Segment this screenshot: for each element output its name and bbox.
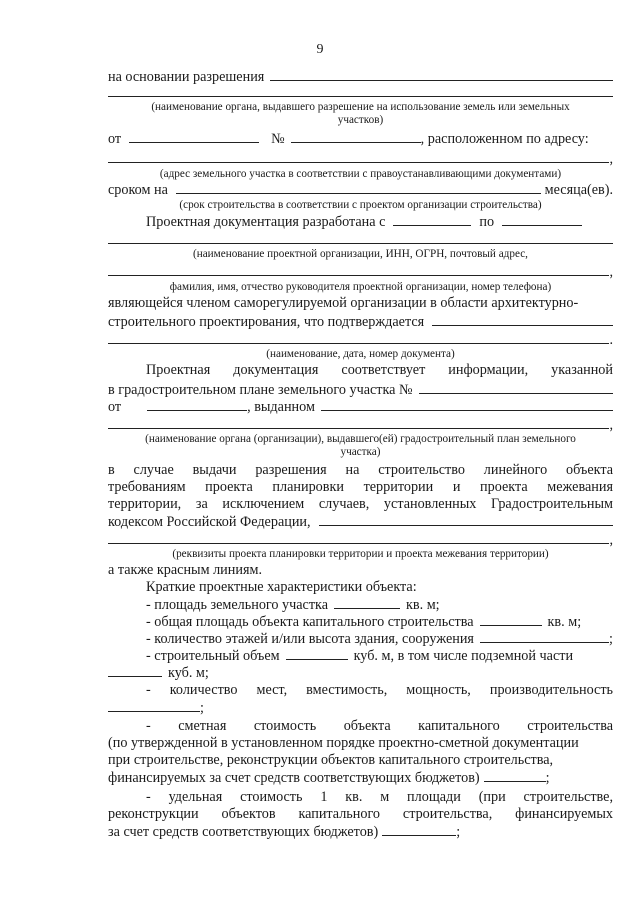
gpzu-number-label: в градостроительном плане земельного участка № (108, 382, 413, 398)
address-blank[interactable] (108, 150, 609, 163)
caption-gpzu-authority-cont: участка) (340, 446, 381, 458)
estimated-cost-text-3: при строительстве, реконструкции объектов капитального строительства, (108, 752, 554, 768)
sro-doc-line (108, 331, 613, 349)
volume-unit: куб. м, в том числе подземной части (353, 648, 574, 664)
planning-details-comma: , (609, 532, 613, 548)
caption-design-org-head: фамилия, имя, отчество руководителя проектной организации, номер телефона) (169, 281, 552, 293)
total-area-unit: кв. м; (547, 614, 582, 630)
total-area-label: - общая площадь объекта капитального строительства (146, 614, 474, 630)
underground-volume-line (108, 664, 613, 682)
permit-basis-line (108, 68, 613, 86)
estimated-cost-text-2: (по утвержденной в установленном порядке проектно-сметной документации (108, 735, 579, 751)
total-area-blank[interactable] (480, 613, 542, 626)
permit-basis-blank-2[interactable] (108, 96, 613, 97)
unit-cost-line-3 (108, 823, 613, 841)
land-area-blank[interactable] (334, 596, 400, 609)
capacity-value-line (108, 699, 613, 717)
capacity-semicolon: ; (200, 700, 204, 716)
estimated-cost-semicolon: ; (545, 770, 550, 786)
floors-blank[interactable] (480, 630, 609, 643)
term-label: сроком на (108, 182, 168, 198)
sro-confirm-line (108, 313, 613, 331)
linear-object-text-1: в случае выдачи разрешения на строительство линейного объекта (108, 462, 613, 478)
planning-project-blank[interactable] (319, 513, 613, 526)
gpzu-authority-blank[interactable] (108, 416, 609, 429)
caption-design-org: (наименование проектной организации, ИНН, ОГРН, почтовый адрес, (193, 248, 528, 260)
unit-cost-label: - удельная стоимость 1 кв. м площади (при строительстве, (146, 789, 613, 805)
estimated-cost-text-4: финансируемых за счет средств соответствующих бюджетов) (108, 770, 480, 786)
volume-blank[interactable] (286, 647, 348, 660)
design-period-line (146, 213, 613, 231)
caption-permit-authority-cont: участков) (337, 114, 384, 126)
linear-object-text-4: кодексом Российской Федерации, (108, 514, 311, 530)
page-number: 9 (316, 42, 324, 57)
gpzu-issued-label: , выданном (247, 399, 315, 415)
capacity-label: - количество мест, вместимость, мощность, производительность (146, 682, 613, 698)
design-start-blank[interactable] (393, 213, 471, 226)
gpzu-authority-line (108, 416, 613, 434)
volume-label: - строительный объем (146, 648, 280, 664)
red-lines-text: а также красным линиям. (108, 562, 263, 578)
unit-cost-semicolon: ; (456, 824, 461, 840)
address-comma: , (609, 151, 613, 167)
floors-label: - количество этажей и/или высота здания, сооружения (146, 631, 474, 647)
design-org-comma: , (609, 264, 613, 280)
unit-cost-blank[interactable] (382, 823, 456, 836)
permit-number-blank[interactable] (291, 130, 421, 143)
total-area-line (146, 613, 613, 631)
linear-object-line-4 (108, 513, 613, 531)
sro-confirm-label: строительного проектирования, что подтверждается (108, 314, 425, 330)
gpzu-number-line (108, 381, 613, 399)
design-org-blank[interactable] (108, 243, 613, 244)
characteristics-heading: Краткие проектные характеристики объекта: (146, 579, 417, 595)
design-org-head-line (108, 263, 613, 281)
land-area-line (146, 596, 613, 614)
gpzu-number-blank[interactable] (419, 381, 613, 394)
underground-volume-blank[interactable] (108, 664, 162, 677)
caption-sro-doc: (наименование, дата, номер документа) (266, 348, 455, 360)
gpzu-date-blank[interactable] (147, 398, 247, 411)
floors-semicolon: ; (609, 631, 613, 647)
caption-planning-details: (реквизиты проекта планировки территории и проекта межевания территории) (172, 548, 549, 560)
capacity-blank[interactable] (108, 699, 200, 712)
permit-basis-label: на основании разрешения (108, 69, 265, 85)
design-org-head-blank[interactable] (108, 263, 609, 276)
estimated-cost-blank[interactable] (484, 769, 546, 782)
land-area-unit: кв. м; (406, 597, 440, 613)
months-label: месяца(ев). (544, 182, 613, 198)
from-label: от (108, 131, 122, 147)
gpzu-date-line (108, 398, 613, 416)
caption-term: (срок строительства в соответствии с проектом организации строительства) (179, 199, 542, 211)
floors-line (146, 630, 613, 648)
term-line (108, 181, 613, 199)
land-area-label: - площадь земельного участка (146, 597, 329, 613)
gpzu-from-label: от (108, 399, 122, 415)
sro-confirm-blank[interactable] (432, 313, 613, 326)
caption-address: (адрес земельного участка в соответствии с правоустанавливающими документами) (159, 168, 562, 180)
planning-details-line (108, 531, 613, 549)
caption-permit-authority: (наименование органа, выдавшего разрешение на использование земель или земельных (151, 101, 570, 113)
design-end-blank[interactable] (502, 213, 582, 226)
volume-line (146, 647, 613, 665)
permit-date-blank[interactable] (129, 130, 259, 143)
underground-volume-unit: куб. м; (168, 665, 209, 681)
estimated-cost-line-4 (108, 769, 613, 787)
sro-doc-period: . (609, 332, 613, 348)
linear-object-text-3: территории, за исключением случаев, установленных Градостроительным (108, 496, 613, 512)
linear-object-text-2: требованиям проекта планировки территории и проекта межевания (108, 479, 613, 495)
gpzu-compliance-text: Проектная документация соответствует информации, указанной (146, 362, 613, 378)
unit-cost-text-2: реконструкции объектов капитального строительства, финансируемых (108, 806, 613, 822)
design-to-label: по (479, 214, 495, 230)
number-sign: № (271, 131, 285, 147)
sro-member-text: являющейся членом саморегулируемой организации в области архитектурно- (108, 295, 579, 311)
unit-cost-text-3: за счет средств соответствующих бюджетов) (108, 824, 379, 840)
term-blank[interactable] (176, 181, 541, 194)
design-period-label: Проектная документация разработана с (146, 214, 386, 230)
gpzu-issuer-blank[interactable] (321, 398, 613, 411)
caption-gpzu-authority: (наименование органа (организации), выдавшего(ей) градостроительный план земельного (145, 433, 576, 445)
located-at-label: , расположенном по адресу: (420, 131, 589, 147)
sro-doc-blank[interactable] (108, 331, 609, 344)
gpzu-authority-comma: , (609, 417, 613, 433)
estimated-cost-label: - сметная стоимость объекта капитального строительства (146, 718, 613, 734)
permit-date-line (108, 130, 613, 148)
address-line (108, 150, 613, 168)
permit-basis-blank[interactable] (270, 68, 613, 81)
planning-details-blank[interactable] (108, 531, 609, 544)
